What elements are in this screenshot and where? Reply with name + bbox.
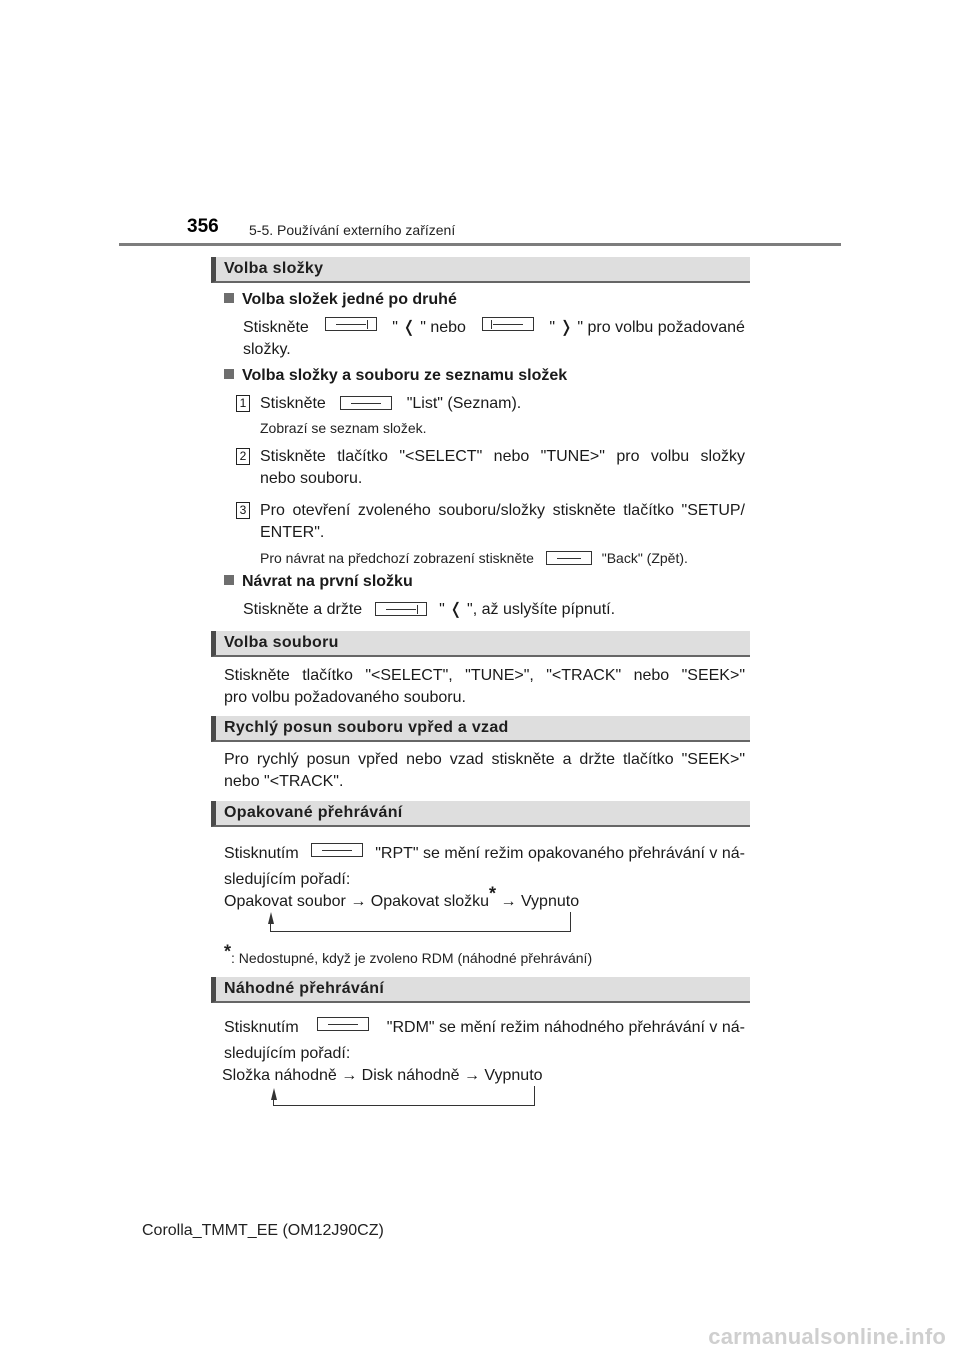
sequence-arrow-icon: →: [500, 893, 517, 910]
watermark: carmanualsonline.info: [708, 1324, 946, 1349]
section-breadcrumb: 5-5. Používání externího zařízení: [249, 222, 456, 238]
step-3-note: Pro návrat na předchozí zobrazení stiskněte "Back" (Zpět).: [260, 550, 688, 566]
step-number-2: 2: [236, 448, 250, 465]
loop-line: [570, 912, 571, 932]
steering-button-list-icon: [340, 396, 392, 410]
repeat-footnote: *: Nedostupné, když je zvoleno RDM (náhodné přehrávání): [224, 941, 593, 966]
bullet-square-icon: [224, 293, 234, 303]
subheading-folder-one-by-one: Volba složek jedné po druhé: [224, 291, 457, 309]
steering-button-back-icon: [546, 551, 592, 565]
step-number-3: 3: [236, 502, 250, 519]
section-heading-random: Náhodné přehrávání: [211, 977, 750, 1003]
steering-button-right-icon: [482, 317, 534, 331]
folder-one-by-one-text: Stiskněte " ❬ " nebo " ❭ " pro volbu požadované složky.: [243, 319, 745, 358]
loop-line: [270, 931, 570, 932]
section-heading-repeat: Opakované přehrávání: [211, 801, 750, 827]
subheading-first-folder: Návrat na první složku: [224, 573, 413, 591]
steering-button-rpt-icon: [311, 843, 363, 857]
step-2-text: Stiskněte tlačítko "<SELECT" nebo "TUNE>" pro volbu složky nebo souboru.: [260, 448, 745, 487]
footer-model: Corolla_TMMT_EE (OM12J90CZ): [142, 1222, 384, 1239]
loop-line: [273, 1105, 534, 1106]
step-3-text: Pro otevření zvoleného souboru/složky stiskněte tlačítko "SETUP/ ENTER".: [260, 502, 745, 541]
step-1-note: Zobrazí se seznam složek.: [260, 420, 427, 436]
bullet-square-icon: [224, 575, 234, 585]
bullet-square-icon: [224, 369, 234, 379]
file-select-text: Stiskněte tlačítko "<SELECT", "TUNE>", "<TRACK" nebo "SEEK>" pro volbu požadovaného souboru.: [224, 667, 745, 706]
loop-arrowhead-icon: [268, 912, 274, 924]
step-1-text: Stiskněte "List" (Seznam).: [260, 395, 522, 412]
step-number-1: 1: [236, 395, 250, 412]
loop-line: [534, 1086, 535, 1106]
repeat-sequence: Opakovat soubor → Opakovat složku* → Vypnuto: [224, 883, 580, 910]
repeat-text: Stisknutím "RPT" se mění režim opakovaného přehrávání v ná- sledujícím pořadí:: [224, 845, 745, 888]
random-sequence: Složka náhodně → Disk náhodně → Vypnuto: [222, 1067, 543, 1084]
random-text: Stisknutím "RDM" se mění režim náhodného přehrávání v ná- sledujícím pořadí:: [224, 1019, 745, 1062]
steering-button-rdm-icon: [317, 1017, 369, 1031]
page-number: 356: [187, 216, 219, 237]
subheading-folder-from-list: Volba složky a souboru ze seznamu složek: [224, 367, 567, 385]
sequence-arrow-icon: →: [350, 893, 367, 910]
steering-button-left-icon: [375, 602, 427, 616]
sequence-arrow-icon: →: [341, 1067, 358, 1084]
section-heading-fast-forward: Rychlý posun souboru vpřed a vzad: [211, 716, 750, 742]
section-heading-file: Volba souboru: [211, 631, 750, 657]
first-folder-text: Stiskněte a držte " ❬ ", až uslyšíte pípnutí.: [243, 601, 616, 618]
section-heading-folder: Volba složky: [211, 257, 750, 283]
steering-button-left-icon: [325, 317, 377, 331]
sequence-arrow-icon: →: [463, 1067, 480, 1084]
loop-arrowhead-icon: [271, 1088, 277, 1100]
header-divider: [119, 243, 841, 246]
fast-forward-text: Pro rychlý posun vpřed nebo vzad stiskněte a držte tlačítko "SEEK>" nebo "<TRACK".: [224, 751, 745, 790]
